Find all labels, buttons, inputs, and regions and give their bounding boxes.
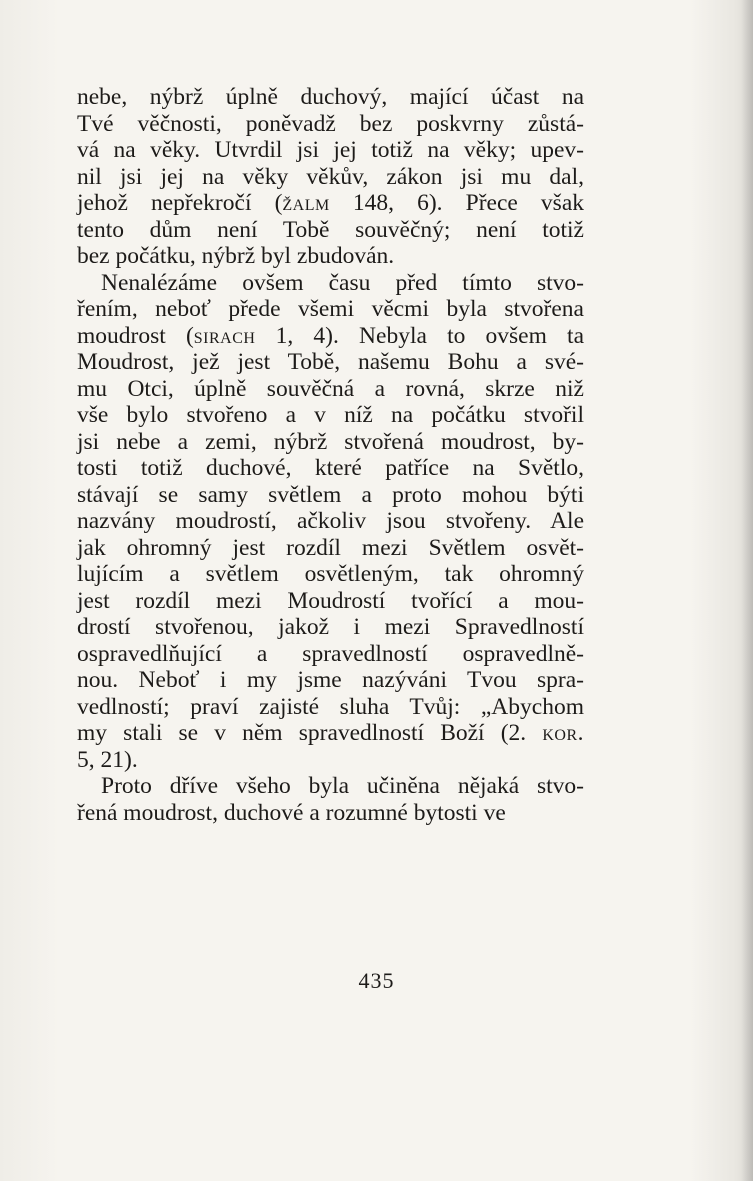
text-run: vá na věky. Utvrdil jsi jej totiž na věky; upev- [77, 137, 584, 163]
text-line [77, 508, 584, 535]
text-line [77, 800, 584, 827]
text-line [77, 773, 584, 800]
text-run: 1, 4). Nebyla to ovšem ta [255, 322, 585, 349]
text-line [77, 694, 584, 721]
text-run: Tvé věčnosti, poněvadž bez poskvrny zůstá- [77, 110, 584, 137]
text-run: bez počátku, nýbrž byl zbudován. [77, 243, 395, 269]
text-line [77, 720, 584, 747]
text-run: tosti totiž duchové, které patříce na Světlo, [77, 455, 584, 481]
page-number: 435 [358, 968, 395, 993]
text-run: lujícím a světlem osvětleným, tak ohromný [77, 561, 584, 587]
text-run: řením, neboť přede všemi věcmi byla stvořena [77, 296, 584, 322]
text-line [77, 588, 584, 615]
text-run: jest rozdíl mezi Moudrostí tvořící a mou- [77, 587, 584, 614]
text-run: my stali se v něm spravedlností Boží (2. [77, 720, 543, 746]
text-line [77, 667, 584, 694]
text-line [77, 747, 584, 774]
text-run: 148, 6). Přece však [329, 190, 584, 216]
text-run: vedlností; praví zajisté sluha Tvůj: „Abychom [77, 693, 584, 720]
text-run: ospravedlňující a spravedlností ospravedlně- [77, 640, 584, 667]
text-run: nil jsi jej na věky věkův, zákon jsi mu dal, [77, 163, 584, 190]
text-line [77, 482, 584, 509]
text-line [77, 376, 584, 403]
text-line [77, 137, 584, 164]
body-text [77, 84, 584, 826]
text-run: mu Otci, úplně souvěčná a rovná, skrze niž [77, 375, 584, 402]
text-run: jsi nebe a zemi, nýbrž stvořená moudrost, by- [77, 428, 584, 455]
text-run: nou. Neboť i my jsme nazýváni Tvou spra- [77, 667, 584, 693]
text-line [77, 111, 584, 138]
text-line [77, 84, 584, 111]
text-line [77, 323, 584, 350]
text-line [77, 296, 584, 323]
text-line [77, 270, 584, 297]
text-line [77, 349, 584, 376]
text-line [77, 641, 584, 668]
text-run: Moudrost, jež jest Tobě, našemu Bohu a své- [77, 349, 584, 375]
text-run: tento dům není Tobě souvěčný; není totiž [77, 216, 584, 243]
text-run: Proto dříve všeho byla učiněna nějaká stvo- [101, 773, 584, 799]
citation-small-caps: sirach [193, 322, 256, 349]
text-line [77, 429, 584, 456]
text-run: jehož nepřekročí ( [77, 190, 283, 216]
text-line [77, 164, 584, 191]
text-line [77, 614, 584, 641]
text-line [77, 535, 584, 562]
text-run: 5, 21). [77, 746, 138, 773]
citation-small-caps: kor. [542, 720, 584, 746]
text-run: moudrost ( [77, 322, 194, 349]
text-run: Nenalézáme ovšem času před tímto stvo- [101, 269, 584, 296]
text-line [77, 190, 584, 217]
page-edge-shadow [741, 0, 753, 1181]
citation-small-caps: žalm [282, 190, 330, 216]
text-run: řená moudrost, duchové a rozumné bytosti ve [77, 799, 506, 826]
text-line [77, 561, 584, 588]
text-run: stávají se samy světlem a proto mohou býti [77, 481, 584, 508]
text-run: jak ohromný jest rozdíl mezi Světlem osvět- [77, 534, 584, 561]
text-run: drostí stvořenou, jakož i mezi Spravedlností [77, 614, 584, 640]
text-run: vše bylo stvořeno a v níž na počátku stvořil [77, 402, 584, 428]
text-line [77, 455, 584, 482]
text-line [77, 243, 584, 270]
text-line [77, 217, 584, 244]
text-line [77, 402, 584, 429]
text-run: nazvány moudrostí, ačkoliv jsou stvořeny. Ale [77, 508, 584, 534]
text-run: nebe, nýbrž úplně duchový, mající účast na [77, 84, 584, 110]
